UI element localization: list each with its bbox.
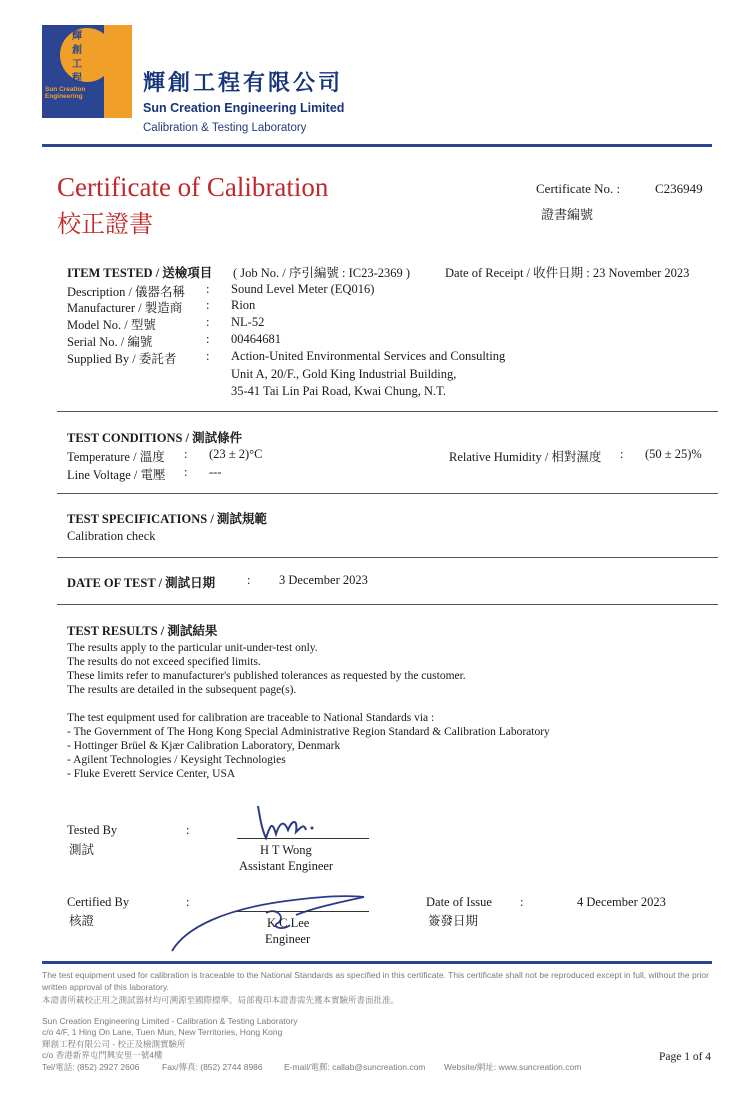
field-label: Model No. / 型號 bbox=[67, 318, 156, 332]
temperature-label: Temperature / 溫度 bbox=[67, 450, 165, 464]
results-line: The results do not exceed specified limits. bbox=[67, 656, 261, 668]
footer-website: Website/網址: www.suncreation.com bbox=[444, 1062, 582, 1072]
signature-line bbox=[237, 838, 369, 839]
certificate-number-label: Certificate No. : bbox=[536, 181, 621, 196]
humidity-value: (50 ± 25)% bbox=[645, 447, 702, 461]
humidity-label: Relative Humidity / 相對濕度 bbox=[449, 450, 602, 464]
field-colon: : bbox=[206, 349, 210, 363]
results-statements bbox=[67, 641, 466, 697]
traceability-item: - Hottinger Brüel & Kjær Calibration Laboratory, Denmark bbox=[67, 740, 341, 752]
field-colon: : bbox=[520, 895, 524, 909]
date-of-issue-label-cn: 簽發日期 bbox=[428, 914, 479, 928]
test-conditions-heading: TEST CONDITIONS / 測試條件 bbox=[67, 431, 243, 445]
voltage-label: Line Voltage / 電壓 bbox=[67, 468, 166, 482]
certificate-title-en: Certificate of Calibration bbox=[57, 172, 329, 202]
field-value: Action-United Environmental Services and Consulting bbox=[231, 349, 506, 363]
footer-address: 輝創工程有限公司 - 校正及檢測實驗所 bbox=[42, 1039, 186, 1049]
footer-address: c/o 4/F, 1 Hing On Lane, Tuen Mun, New Territories, Hong Kong bbox=[42, 1027, 283, 1037]
logo-cn-text: 輝創工程 bbox=[72, 31, 82, 84]
traceability-item: - Fluke Everett Service Center, USA bbox=[67, 768, 236, 780]
field-colon: : bbox=[184, 465, 188, 479]
date-of-issue-value: 4 December 2023 bbox=[577, 895, 666, 909]
certificate-number-value: C236949 bbox=[655, 181, 703, 196]
traceability-intro: The test equipment used for calibration are traceable to National Standards via : bbox=[67, 712, 435, 724]
date-of-test-value: 3 December 2023 bbox=[279, 573, 368, 587]
date-of-issue-label: Date of Issue bbox=[426, 895, 492, 909]
voltage-value: --- bbox=[209, 465, 222, 479]
field-colon: : bbox=[620, 447, 624, 461]
job-number: ( Job No. / 序引編號 : IC23-2369 ) bbox=[233, 266, 411, 280]
section-divider bbox=[57, 411, 718, 412]
field-value: Rion bbox=[231, 298, 256, 312]
field-colon: : bbox=[186, 823, 190, 837]
results-line: These limits refer to manufacturer's published tolerances as requested by the customer. bbox=[67, 670, 466, 682]
certificate-title-cn: 校正證書 bbox=[57, 212, 153, 238]
test-specifications-value: Calibration check bbox=[67, 529, 156, 543]
logo-en-text: Sun Creation Engineering bbox=[45, 86, 86, 100]
results-line: The results are detailed in the subsequent page(s). bbox=[67, 684, 297, 696]
field-colon: : bbox=[184, 447, 188, 461]
traceability-block bbox=[67, 711, 550, 781]
field-colon: : bbox=[206, 332, 210, 346]
date-of-test-label: DATE OF TEST / 測試日期 bbox=[67, 576, 216, 590]
field-colon: : bbox=[247, 573, 251, 587]
footer-address: c/o 香港新界屯門興安里一號4樓 bbox=[42, 1050, 163, 1060]
item-tested-heading: ITEM TESTED / 送檢項目 bbox=[67, 266, 213, 280]
section-divider bbox=[57, 557, 718, 558]
page-number: Page 1 of 4 bbox=[659, 1051, 712, 1063]
field-colon: : bbox=[206, 315, 210, 329]
company-logo bbox=[42, 25, 132, 118]
header-divider bbox=[42, 144, 712, 147]
certificate-number-label-cn: 證書編號 bbox=[541, 207, 594, 222]
date-of-receipt: Date of Receipt / 收件日期 : 23 November 2023 bbox=[445, 266, 690, 280]
temperature-value: (23 ± 2)°C bbox=[209, 447, 263, 461]
certifier-title: Engineer bbox=[265, 932, 311, 946]
tester-title: Assistant Engineer bbox=[239, 859, 334, 873]
footer-fax: Fax/傳真: (852) 2744 8986 bbox=[162, 1062, 263, 1072]
certified-by-label-cn: 核證 bbox=[69, 914, 95, 928]
certifier-name: K C Lee bbox=[267, 916, 310, 930]
field-label: Manufacturer / 製造商 bbox=[67, 301, 183, 315]
address-line: 35-41 Tai Lin Pai Road, Kwai Chung, N.T. bbox=[231, 384, 446, 398]
traceability-item: - The Government of The Hong Kong Special Administrative Region Standard & Calibration Laboratory bbox=[67, 726, 550, 738]
field-value: NL-52 bbox=[231, 315, 265, 329]
lab-name: Calibration & Testing Laboratory bbox=[143, 122, 307, 134]
tester-name: H T Wong bbox=[260, 843, 312, 857]
company-name-en: Sun Creation Engineering Limited bbox=[143, 101, 345, 115]
test-specifications-heading: TEST SPECIFICATIONS / 測試規範 bbox=[67, 512, 267, 526]
address-line: Unit A, 20/F., Gold King Industrial Building, bbox=[231, 367, 457, 381]
certified-by-label: Certified By bbox=[67, 895, 130, 909]
field-colon: : bbox=[186, 895, 190, 909]
field-value: 00464681 bbox=[231, 332, 281, 346]
section-divider bbox=[57, 604, 718, 605]
tested-by-label: Tested By bbox=[67, 823, 118, 837]
footer-notice-en: The test equipment used for calibration is traceable to the National Standards as specified in this certificate. This certificate shall not be reproduced except in full, without the prior bbox=[42, 970, 709, 980]
test-results-heading: TEST RESULTS / 測試結果 bbox=[67, 624, 218, 638]
footer-email: E-mail/電郵: callab@suncreation.com bbox=[284, 1062, 426, 1072]
footer-tel: Tel/電話: (852) 2927 2606 bbox=[42, 1062, 140, 1072]
field-label: Serial No. / 編號 bbox=[67, 335, 153, 349]
tested-by-label-cn: 測試 bbox=[69, 843, 95, 857]
company-name-cn: 輝創工程有限公司 bbox=[143, 70, 344, 95]
field-colon: : bbox=[206, 298, 210, 312]
field-colon: : bbox=[206, 282, 210, 296]
footer-notice-en: written approval of this laboratory. bbox=[42, 982, 169, 992]
footer-divider bbox=[42, 961, 712, 964]
signature-line bbox=[237, 911, 369, 912]
field-label: Supplied By / 委託者 bbox=[67, 352, 177, 366]
results-line: The results apply to the particular unit-under-test only. bbox=[67, 642, 318, 654]
traceability-item: - Agilent Technologies / Keysight Technologies bbox=[67, 754, 286, 766]
field-label: Description / 儀器名稱 bbox=[67, 285, 186, 299]
field-value: Sound Level Meter (EQ016) bbox=[231, 282, 375, 296]
footer-notice-cn: 本證書所載校正用之測試器材均可溯源至國際標準。局部複印本證書需先獲本實驗所書面批准。 bbox=[42, 995, 400, 1005]
footer-address: Sun Creation Engineering Limited - Calibration & Testing Laboratory bbox=[42, 1016, 298, 1026]
section-divider bbox=[57, 493, 718, 494]
